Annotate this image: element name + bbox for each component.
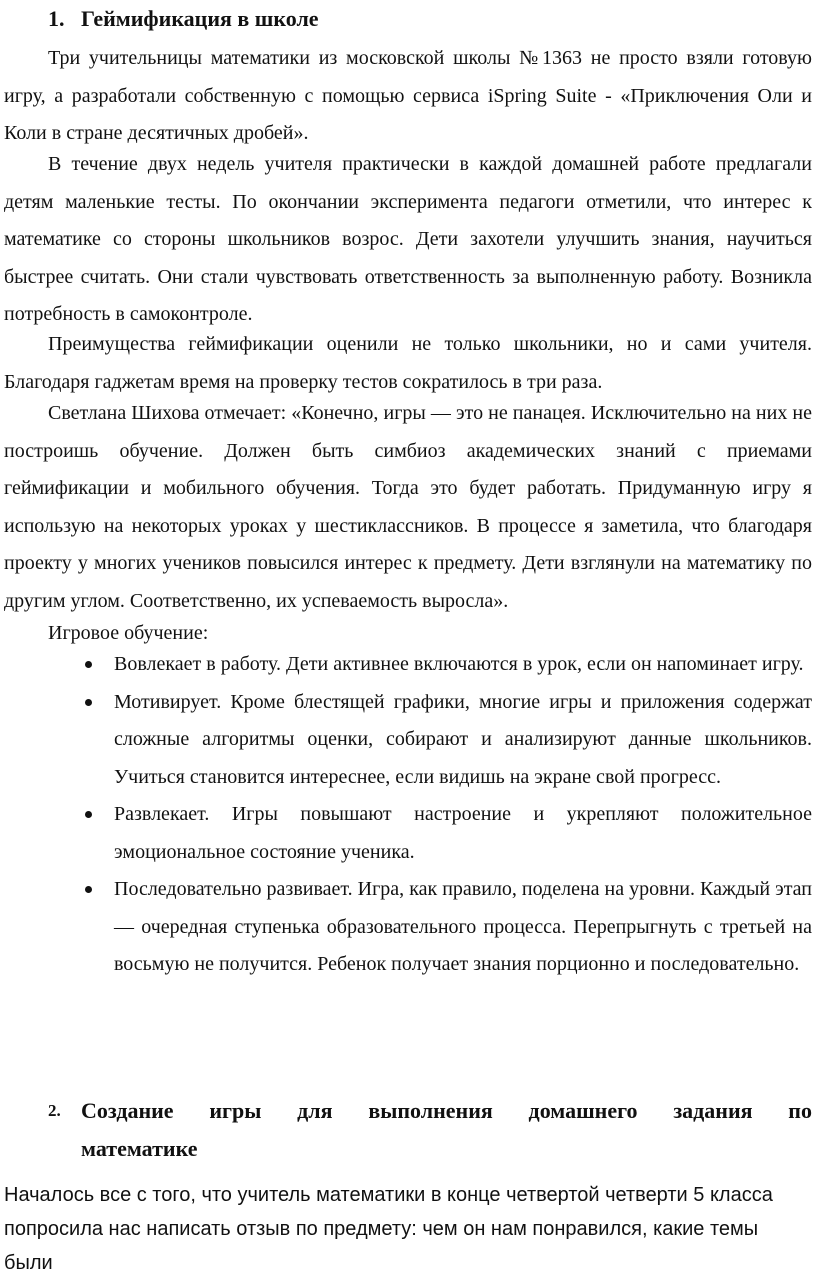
section-2-number: 2.	[48, 1101, 61, 1120]
section-1-title: Геймификация в школе	[81, 6, 319, 31]
section-2-title-line-1: Создание игры для выполнения домашнего задания по	[81, 1098, 812, 1123]
list-item-text: Развлекает. Игры повышают настроение и укрепляют положительное эмоциональное состояние ученика.	[114, 803, 812, 863]
paragraph-5: Игровое обучение:	[48, 622, 209, 644]
bullet-dot-icon	[85, 886, 92, 893]
paragraph-3: Преимущества геймификации оценили не только школьники, но и сами учителя. Благодаря гаджетам время на проверку тестов сократилось в три раза.	[4, 333, 812, 393]
section-2-title-line-2: математике	[81, 1136, 198, 1161]
paragraph-1: Три учительницы математики из московской школы №1363 не просто взяли готовую игру, а разработали собственную с помощью сервиса iSpring Suite - «Приключения Оли и Коли в стране десятичных дробей».	[4, 47, 812, 144]
paragraph-4: Светлана Шихова отмечает: «Конечно, игры — это не панацея. Исключительно на них не построишь обучение. Должен быть симбиоз академических знаний с приемами геймификации и мобильного обучения. Тогда это будет работать. Придуманную игру я использую на некоторых уроках у шестиклассников. В процессе я заметила, что благодаря проекту у многих учеников повысился интерес к предмету. Дети взглянули на математику по другим углом. Соответственно, их успеваемость выросла».	[4, 402, 812, 612]
bullet-dot-icon	[85, 699, 92, 706]
bullet-list	[0, 646, 816, 984]
list-item	[0, 871, 816, 984]
section-2-heading	[48, 1092, 812, 1168]
list-item-text: Мотивирует. Кроме блестящей графики, многие игры и приложения содержат сложные алгоритмы оценки, собирают и анализируют данные школьников. Учиться становится интереснее, если видишь на экране свой прогресс.	[114, 690, 812, 788]
section-1-number: 1.	[48, 6, 65, 31]
paragraph-6: Началось все с того, что учитель математики в конце четвертой четверти 5 класса попросила нас написать отзыв по предмету: чем он нам понравился, какие темы были	[4, 1184, 773, 1274]
list-item-text: Последовательно развивает. Игра, как правило, поделена на уровни. Каждый этап — очередная ступенька образовательного процесса. Перепрыгнуть с третьей на восьмую не получится. Ребенок получает знания порционно и последовательно.	[114, 878, 812, 975]
section-1-heading	[48, 0, 788, 38]
list-item-text: Вовлекает в работу. Дети активнее включаются в урок, если он напоминает игру.	[114, 653, 804, 675]
bullet-dot-icon	[85, 811, 92, 818]
list-item	[0, 684, 816, 797]
bullet-dot-icon	[85, 661, 92, 668]
paragraph-2: В течение двух недель учителя практически в каждой домашней работе предлагали детям маленькие тесты. По окончании эксперимента педагоги отметили, что интерес к математике со стороны школьников возрос. Дети захотели улучшить знания, научиться быстрее считать. Они стали чувствовать ответственность за выполненную работу. Возникла потребность в самоконтроле.	[4, 153, 812, 325]
list-item	[0, 796, 816, 871]
list-item	[0, 646, 816, 684]
